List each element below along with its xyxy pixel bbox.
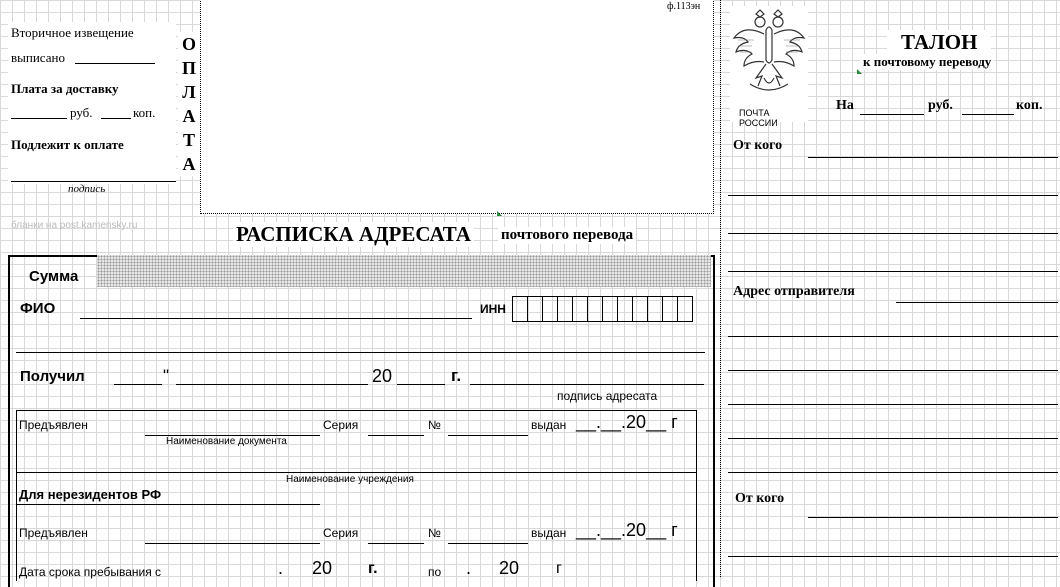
oplata-vertical-text xyxy=(178,32,200,176)
sender-address-line-2[interactable] xyxy=(728,336,1058,337)
issued-date[interactable]: __.__.20__ г xyxy=(576,412,678,432)
fio-line[interactable] xyxy=(80,318,472,319)
delivery-rub-line[interactable] xyxy=(11,118,67,119)
received-year-suffix: г. xyxy=(451,366,462,385)
sum-field[interactable] xyxy=(97,255,711,287)
receipt-subtitle: почтового перевода xyxy=(498,227,636,244)
non-residents-label: Для нерезидентов РФ xyxy=(19,487,162,502)
received-year-line[interactable] xyxy=(397,384,445,385)
addressee-signature-line[interactable] xyxy=(470,384,704,385)
oplata-letter: П xyxy=(181,58,196,78)
payable-signature-line[interactable] xyxy=(11,181,176,182)
delivery-fee-label: Плата за доставку xyxy=(11,81,119,96)
talon-separator xyxy=(720,0,721,577)
left-info-block xyxy=(8,22,176,184)
talon-corner-marker xyxy=(857,69,862,74)
secondary-notice-label: Вторичное извещение xyxy=(11,25,134,40)
oplata-letter: А xyxy=(182,106,196,126)
talon-from2-line[interactable] xyxy=(808,517,1058,518)
oplata-letter: Т xyxy=(182,130,195,150)
stay-date-label: Дата срока пребывания с xyxy=(19,565,162,579)
issued-date-2[interactable]: __.__.20__ г xyxy=(576,520,678,540)
talon-from-label: От кого xyxy=(733,138,783,153)
fio-label: ФИО xyxy=(20,300,56,317)
corner-marker xyxy=(497,211,502,216)
delivery-kop-label: коп. xyxy=(133,105,156,120)
talon-from-line-3[interactable] xyxy=(728,233,1058,234)
issued-label-2: выдан xyxy=(531,526,567,540)
talon-from-line-2[interactable] xyxy=(728,195,1058,196)
talon-rub-line[interactable] xyxy=(860,114,924,115)
talon-from-line[interactable] xyxy=(808,157,1058,158)
talon-from-line-4[interactable] xyxy=(728,271,1058,272)
stay-to-dot: . xyxy=(466,558,472,578)
talon-kop-line[interactable] xyxy=(962,114,1014,115)
stay-from-g: г. xyxy=(368,560,378,577)
signature-hint: подпись xyxy=(68,183,106,195)
stay-from-year: 20 xyxy=(312,558,333,578)
sum-label: Сумма xyxy=(29,268,79,285)
number-line-2[interactable] xyxy=(448,543,528,544)
received-day-line[interactable] xyxy=(114,384,162,385)
issued-label: выдан xyxy=(531,418,567,432)
sender-address-line-5[interactable] xyxy=(728,438,1058,439)
presented-label: Предъявлен xyxy=(19,418,88,432)
sender-address-line-4[interactable] xyxy=(728,404,1058,405)
talon-na-label: На xyxy=(836,98,854,113)
number-label-2: № xyxy=(428,526,441,540)
stay-from-dot: . xyxy=(278,558,284,578)
non-residents-line xyxy=(16,504,320,505)
stay-to-g: г xyxy=(556,560,562,577)
watermark: бланки на post.kamensky.ru xyxy=(11,220,138,231)
series-label-2: Серия xyxy=(323,526,359,540)
sender-address-line[interactable] xyxy=(896,302,1058,303)
institution-hint: Наименование учреждения xyxy=(286,474,414,485)
talon-from2-line-2[interactable] xyxy=(728,556,1058,557)
received-quote: " xyxy=(163,366,170,385)
stay-to-label: по xyxy=(428,565,442,579)
delivery-kop-line[interactable] xyxy=(101,118,131,119)
received-month-line[interactable] xyxy=(176,384,368,385)
eagle-emblem-icon xyxy=(730,6,808,102)
oplata-letter: А xyxy=(182,154,196,174)
oplata-letter: Л xyxy=(182,82,196,102)
talon-rub-label: руб. xyxy=(928,98,953,113)
received-label: Получил xyxy=(20,368,85,385)
oplata-letter: О xyxy=(181,34,196,54)
talon-title: ТАЛОН xyxy=(887,30,991,55)
talon-subtitle: к почтовому переводу xyxy=(860,54,994,70)
received-year-prefix: 20 xyxy=(372,366,393,386)
talon-from-label-2: От кого xyxy=(735,491,785,506)
logo-text: ПОЧТА РОССИИ xyxy=(739,108,778,128)
document-name-hint: Наименование документа xyxy=(166,436,287,447)
fio-second-line[interactable] xyxy=(16,352,705,353)
sender-address-label: Адрес отправителя xyxy=(733,284,855,299)
receipt-title: РАСПИСКА АДРЕСАТА xyxy=(233,222,474,247)
talon-kop-label: коп. xyxy=(1016,98,1043,113)
delivery-rub-label: руб. xyxy=(70,105,93,120)
stay-to-year: 20 xyxy=(499,558,520,578)
stamp-area xyxy=(200,0,714,214)
secondary-notice-line[interactable] xyxy=(75,63,155,64)
series-line[interactable] xyxy=(368,435,424,436)
inn-cells[interactable] xyxy=(512,296,693,322)
logo-block xyxy=(730,6,808,128)
secondary-notice-written-label: выписано xyxy=(11,50,65,65)
presented-label-2: Предъявлен xyxy=(19,526,88,540)
sender-address-line-6[interactable] xyxy=(728,472,1058,473)
addressee-signature-hint: подпись адресата xyxy=(557,389,658,403)
payable-label: Подлежит к оплате xyxy=(11,137,124,152)
number-line[interactable] xyxy=(448,435,528,436)
form-code: ф.113эн xyxy=(667,1,701,12)
document-name-line-2[interactable] xyxy=(145,543,320,544)
sender-address-line-3[interactable] xyxy=(728,370,1058,371)
inn-label: ИНН xyxy=(480,302,506,316)
series-line-2[interactable] xyxy=(368,543,424,544)
number-label: № xyxy=(428,418,441,432)
institution-line[interactable] xyxy=(16,472,696,473)
series-label: Серия xyxy=(323,418,359,432)
